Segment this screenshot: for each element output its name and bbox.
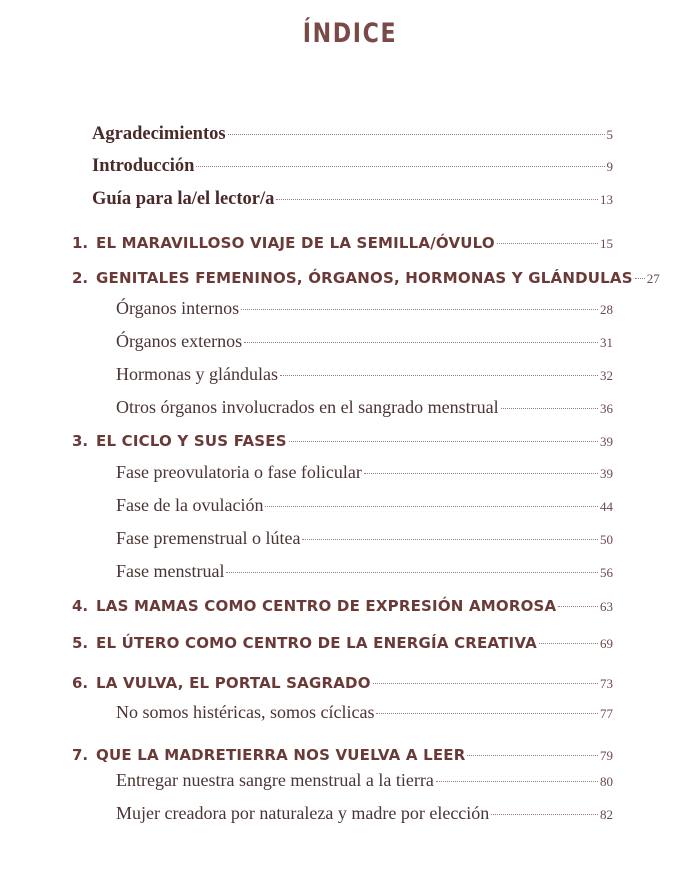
page-number: 56 bbox=[600, 565, 613, 580]
dot-leader bbox=[280, 375, 598, 376]
dot-leader bbox=[376, 713, 598, 714]
toc-entry[interactable] bbox=[116, 803, 613, 824]
dot-leader bbox=[501, 408, 598, 409]
toc-entry[interactable] bbox=[72, 234, 613, 252]
dot-leader bbox=[241, 309, 598, 310]
toc-entry[interactable] bbox=[116, 770, 613, 791]
page-number: 69 bbox=[600, 636, 613, 651]
page-number: 80 bbox=[600, 774, 613, 789]
page-number: 82 bbox=[600, 807, 613, 822]
toc-entry[interactable] bbox=[72, 269, 660, 287]
dot-leader bbox=[244, 342, 598, 343]
toc-entry[interactable] bbox=[72, 597, 613, 615]
toc-entry[interactable] bbox=[116, 331, 613, 352]
entry-title: EL ÚTERO COMO CENTRO DE LA ENERGÍA CREATIVA bbox=[96, 634, 537, 652]
dot-leader bbox=[364, 473, 598, 474]
chapter-number: 1. bbox=[72, 234, 89, 252]
entry-title: Agradecimientos bbox=[92, 124, 226, 144]
dot-leader bbox=[467, 755, 598, 756]
entry-title: Hormonas y glándulas bbox=[116, 364, 278, 384]
dot-leader bbox=[491, 814, 598, 815]
page-number: 39 bbox=[600, 434, 613, 449]
chapter-number: 5. bbox=[72, 634, 89, 652]
entry-title: Otros órganos involucrados en el sangrado menstrual bbox=[116, 397, 499, 417]
dot-leader bbox=[558, 606, 598, 607]
toc-entry[interactable] bbox=[116, 298, 613, 319]
page-number: 5 bbox=[606, 127, 613, 142]
page-number: 79 bbox=[600, 748, 613, 763]
page-number: 15 bbox=[600, 236, 613, 251]
dot-leader bbox=[289, 441, 598, 442]
entry-title: GENITALES FEMENINOS, ÓRGANOS, HORMONAS Y GLÁNDULAS bbox=[96, 269, 633, 287]
chapter-number: 6. bbox=[72, 674, 89, 692]
entry-title: Mujer creadora por naturaleza y madre por elección bbox=[116, 803, 490, 823]
chapter-number: 4. bbox=[72, 597, 89, 615]
page-number: 50 bbox=[600, 532, 613, 547]
toc-entry[interactable] bbox=[72, 432, 613, 450]
entry-title: Fase premenstrual o lútea bbox=[116, 528, 301, 548]
dot-leader bbox=[228, 134, 605, 135]
toc-entry[interactable] bbox=[116, 462, 613, 483]
entry-title: Guía para la/el lector/a bbox=[92, 189, 275, 209]
page-title: ÍNDICE bbox=[302, 18, 398, 49]
dot-leader bbox=[373, 683, 598, 684]
toc-entry[interactable] bbox=[72, 746, 613, 764]
dot-leader bbox=[539, 643, 598, 644]
dot-leader bbox=[276, 199, 598, 200]
entry-title: Entregar nuestra sangre menstrual a la tierra bbox=[116, 770, 434, 790]
entry-title: No somos histéricas, somos cíclicas bbox=[116, 702, 375, 722]
chapter-number: 3. bbox=[72, 432, 89, 450]
toc-entry[interactable] bbox=[92, 189, 613, 210]
dot-leader bbox=[226, 572, 598, 573]
entry-title: Introducción bbox=[92, 156, 195, 176]
toc-entry[interactable] bbox=[72, 634, 613, 652]
page-number: 44 bbox=[600, 499, 613, 514]
entry-title: LAS MAMAS COMO CENTRO DE EXPRESIÓN AMOROSA bbox=[96, 597, 557, 615]
dot-leader bbox=[497, 243, 598, 244]
chapter-number: 7. bbox=[72, 746, 89, 764]
page-number: 63 bbox=[600, 599, 613, 614]
page-number: 13 bbox=[600, 192, 613, 207]
page-number: 39 bbox=[600, 466, 613, 481]
entry-title: LA VULVA, EL PORTAL SAGRADO bbox=[96, 674, 371, 692]
entry-title: Órganos externos bbox=[116, 331, 243, 351]
toc-entry[interactable] bbox=[116, 702, 613, 723]
page-number: 31 bbox=[600, 335, 613, 350]
entry-title: Órganos internos bbox=[116, 298, 240, 318]
chapter-number: 2. bbox=[72, 269, 89, 287]
page-number: 9 bbox=[606, 159, 613, 174]
entry-title: Fase de la ovulación bbox=[116, 495, 264, 515]
page-number: 32 bbox=[600, 368, 613, 383]
entry-title: EL CICLO Y SUS FASES bbox=[96, 432, 287, 450]
entry-title: Fase preovulatoria o fase folicular bbox=[116, 462, 362, 482]
toc-entry[interactable] bbox=[116, 364, 613, 385]
dot-leader bbox=[302, 539, 598, 540]
entry-title: QUE LA MADRETIERRA NOS VUELVA A LEER bbox=[96, 746, 466, 764]
entry-title: EL MARAVILLOSO VIAJE DE LA SEMILLA/ÓVULO bbox=[96, 234, 495, 252]
toc-entry[interactable] bbox=[116, 561, 613, 582]
page-number: 73 bbox=[600, 676, 613, 691]
entry-title: Fase menstrual bbox=[116, 561, 225, 581]
dot-leader bbox=[196, 166, 604, 167]
toc-entry[interactable] bbox=[92, 124, 613, 145]
page-number: 77 bbox=[600, 706, 613, 721]
page-number: 28 bbox=[600, 302, 613, 317]
page-number: 36 bbox=[600, 401, 613, 416]
dot-leader bbox=[436, 781, 598, 782]
dot-leader bbox=[265, 506, 598, 507]
toc-entry[interactable] bbox=[116, 495, 613, 516]
toc-entry[interactable] bbox=[116, 528, 613, 549]
dot-leader bbox=[635, 278, 645, 279]
page-number: 27 bbox=[646, 271, 660, 286]
toc-entry[interactable] bbox=[116, 397, 613, 418]
toc-entry[interactable] bbox=[72, 674, 613, 692]
toc-entry[interactable] bbox=[92, 156, 613, 177]
